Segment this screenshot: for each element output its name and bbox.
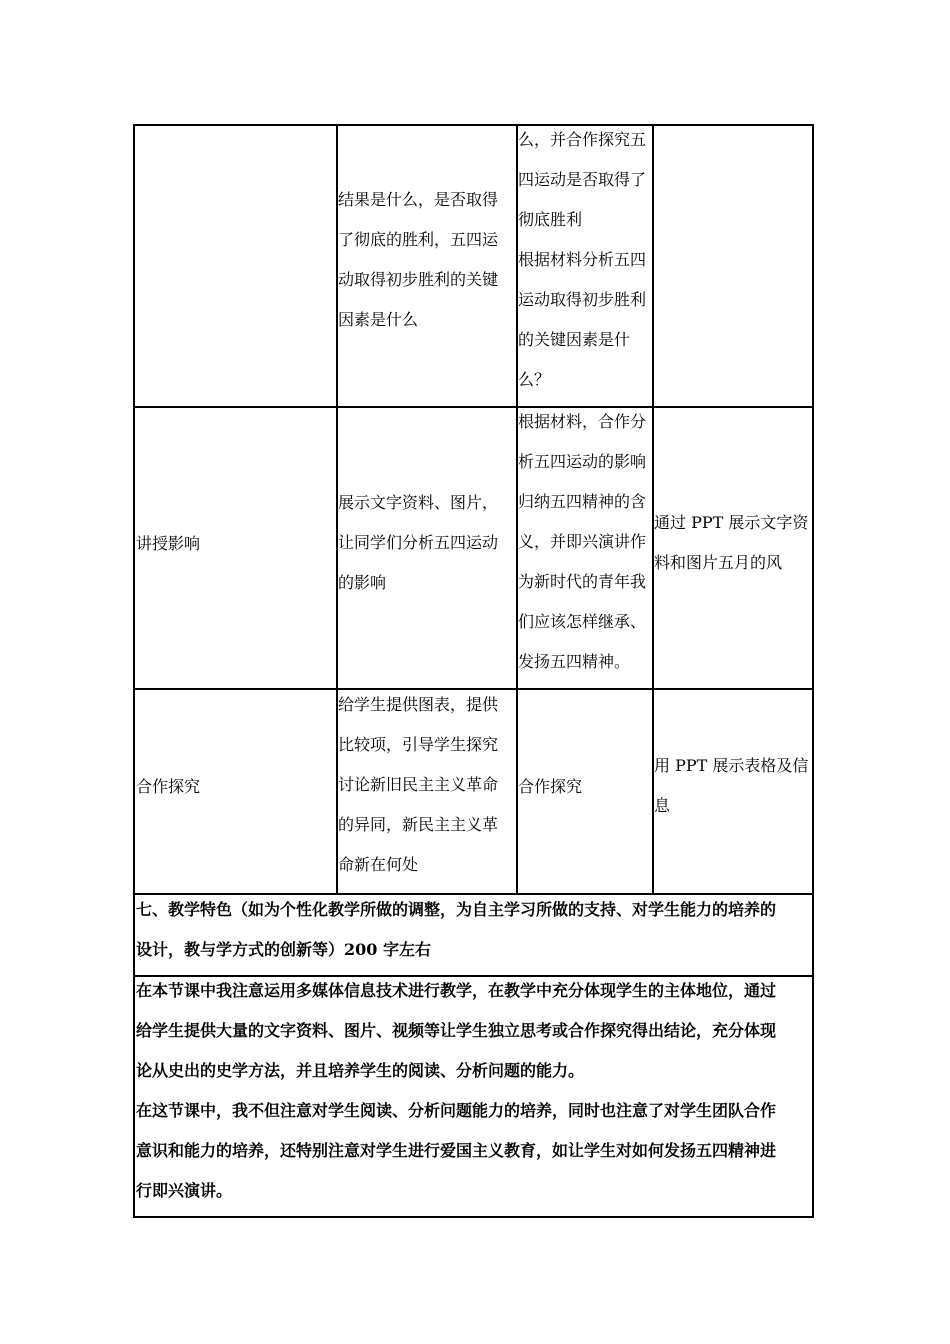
stage-label: 讲授影响 [136,534,201,553]
text-line: 给学生提供大量的文字资料、图片、视频等让学生独立思考或合作探究得出结论，充分体现 [136,1021,777,1040]
text-line: 归纳五四精神的含 [518,492,647,511]
teaching-features-body [136,971,812,1211]
text-line: 合作探究 [518,777,583,796]
paragraph [136,971,812,1091]
text-line: 彻底胜利 [518,210,583,229]
text-line: 根据材料，合作分 [518,412,647,431]
row1-teacher-activity [338,180,516,340]
text-line: 在本节课中我注意运用多媒体信息技术进行教学，在教学中充分体现学生的主体地位，通过 [136,981,777,1000]
text-line: 论从史出的史学方法，并且培养学生的阅读、分析问题的能力。 [136,1061,585,1080]
row2-teacher-activity [338,483,516,603]
row3-stage [136,767,336,807]
row1-student-activity [518,120,652,400]
text-line: 义，并即兴演讲作 [518,532,647,551]
text-line: 比较项，引导学生探究 [338,735,499,754]
stage-label: 合作探究 [136,777,201,796]
text-line: 讨论新旧民主主义革命 [338,775,499,794]
text-line: 发扬五四精神。 [518,652,631,671]
row2-student-activity [518,402,652,682]
text-line: 意识和能力的培养，还特别注意对学生进行爱国主义教育，如让学生对如何发扬五四精神进 [136,1141,777,1160]
text-line: 用 PPT 展示表格及信 [654,756,809,775]
text-line: 们应该怎样继承、 [518,612,647,631]
text-line: 通过 PPT 展示文字资 [654,513,809,532]
text-line: 为新时代的青年我 [518,572,647,591]
text-line: 七、教学特色（如为个性化教学所做的调整，为自主学习所做的支持、对学生能力的培养的 [136,900,777,919]
text-line: 在这节课中，我不但注意对学生阅读、分析问题能力的培养，同时也注意了对学生团队合作 [136,1101,777,1120]
text-line: 行即兴演讲。 [136,1181,233,1200]
text-line: 运动取得初步胜利 [518,290,647,309]
row2-media [654,503,812,583]
text-line: 了彻底的胜利，五四运 [338,230,499,249]
text-line: 根据材料分析五四 [518,250,647,269]
text-line: 的异同，新民主主义革 [338,815,499,834]
text-line: 命新在何处 [338,855,419,874]
text-line: 四运动是否取得了 [518,170,647,189]
text-line: 设计，教与学方式的创新等）200 字左右 [136,940,431,959]
row3-teacher-activity [338,685,516,885]
text-line: 的关键因素是什 [518,330,631,349]
text-line: 因素是什么 [338,310,419,329]
text-line: 给学生提供图表，提供 [338,695,499,714]
row3-student-activity [518,767,652,807]
text-line: 动取得初步胜利的关键 [338,270,499,289]
paragraph [136,1091,812,1211]
text-line: 的影响 [338,573,387,592]
text-line: 让同学们分析五四运动 [338,533,499,552]
row-divider [133,406,814,408]
text-line: 展示文字资料、图片， [338,493,499,512]
text-line: 料和图片五月的风 [654,553,783,572]
text-line: 结果是什么，是否取得 [338,190,499,209]
row3-media [654,746,812,826]
text-line: 息 [654,796,671,815]
row2-stage [136,524,336,564]
text-line: 么，并合作探究五 [518,130,647,149]
text-line: 析五四运动的影响 [518,452,647,471]
text-line: 么？ [518,370,551,389]
teaching-features-heading [136,890,812,970]
